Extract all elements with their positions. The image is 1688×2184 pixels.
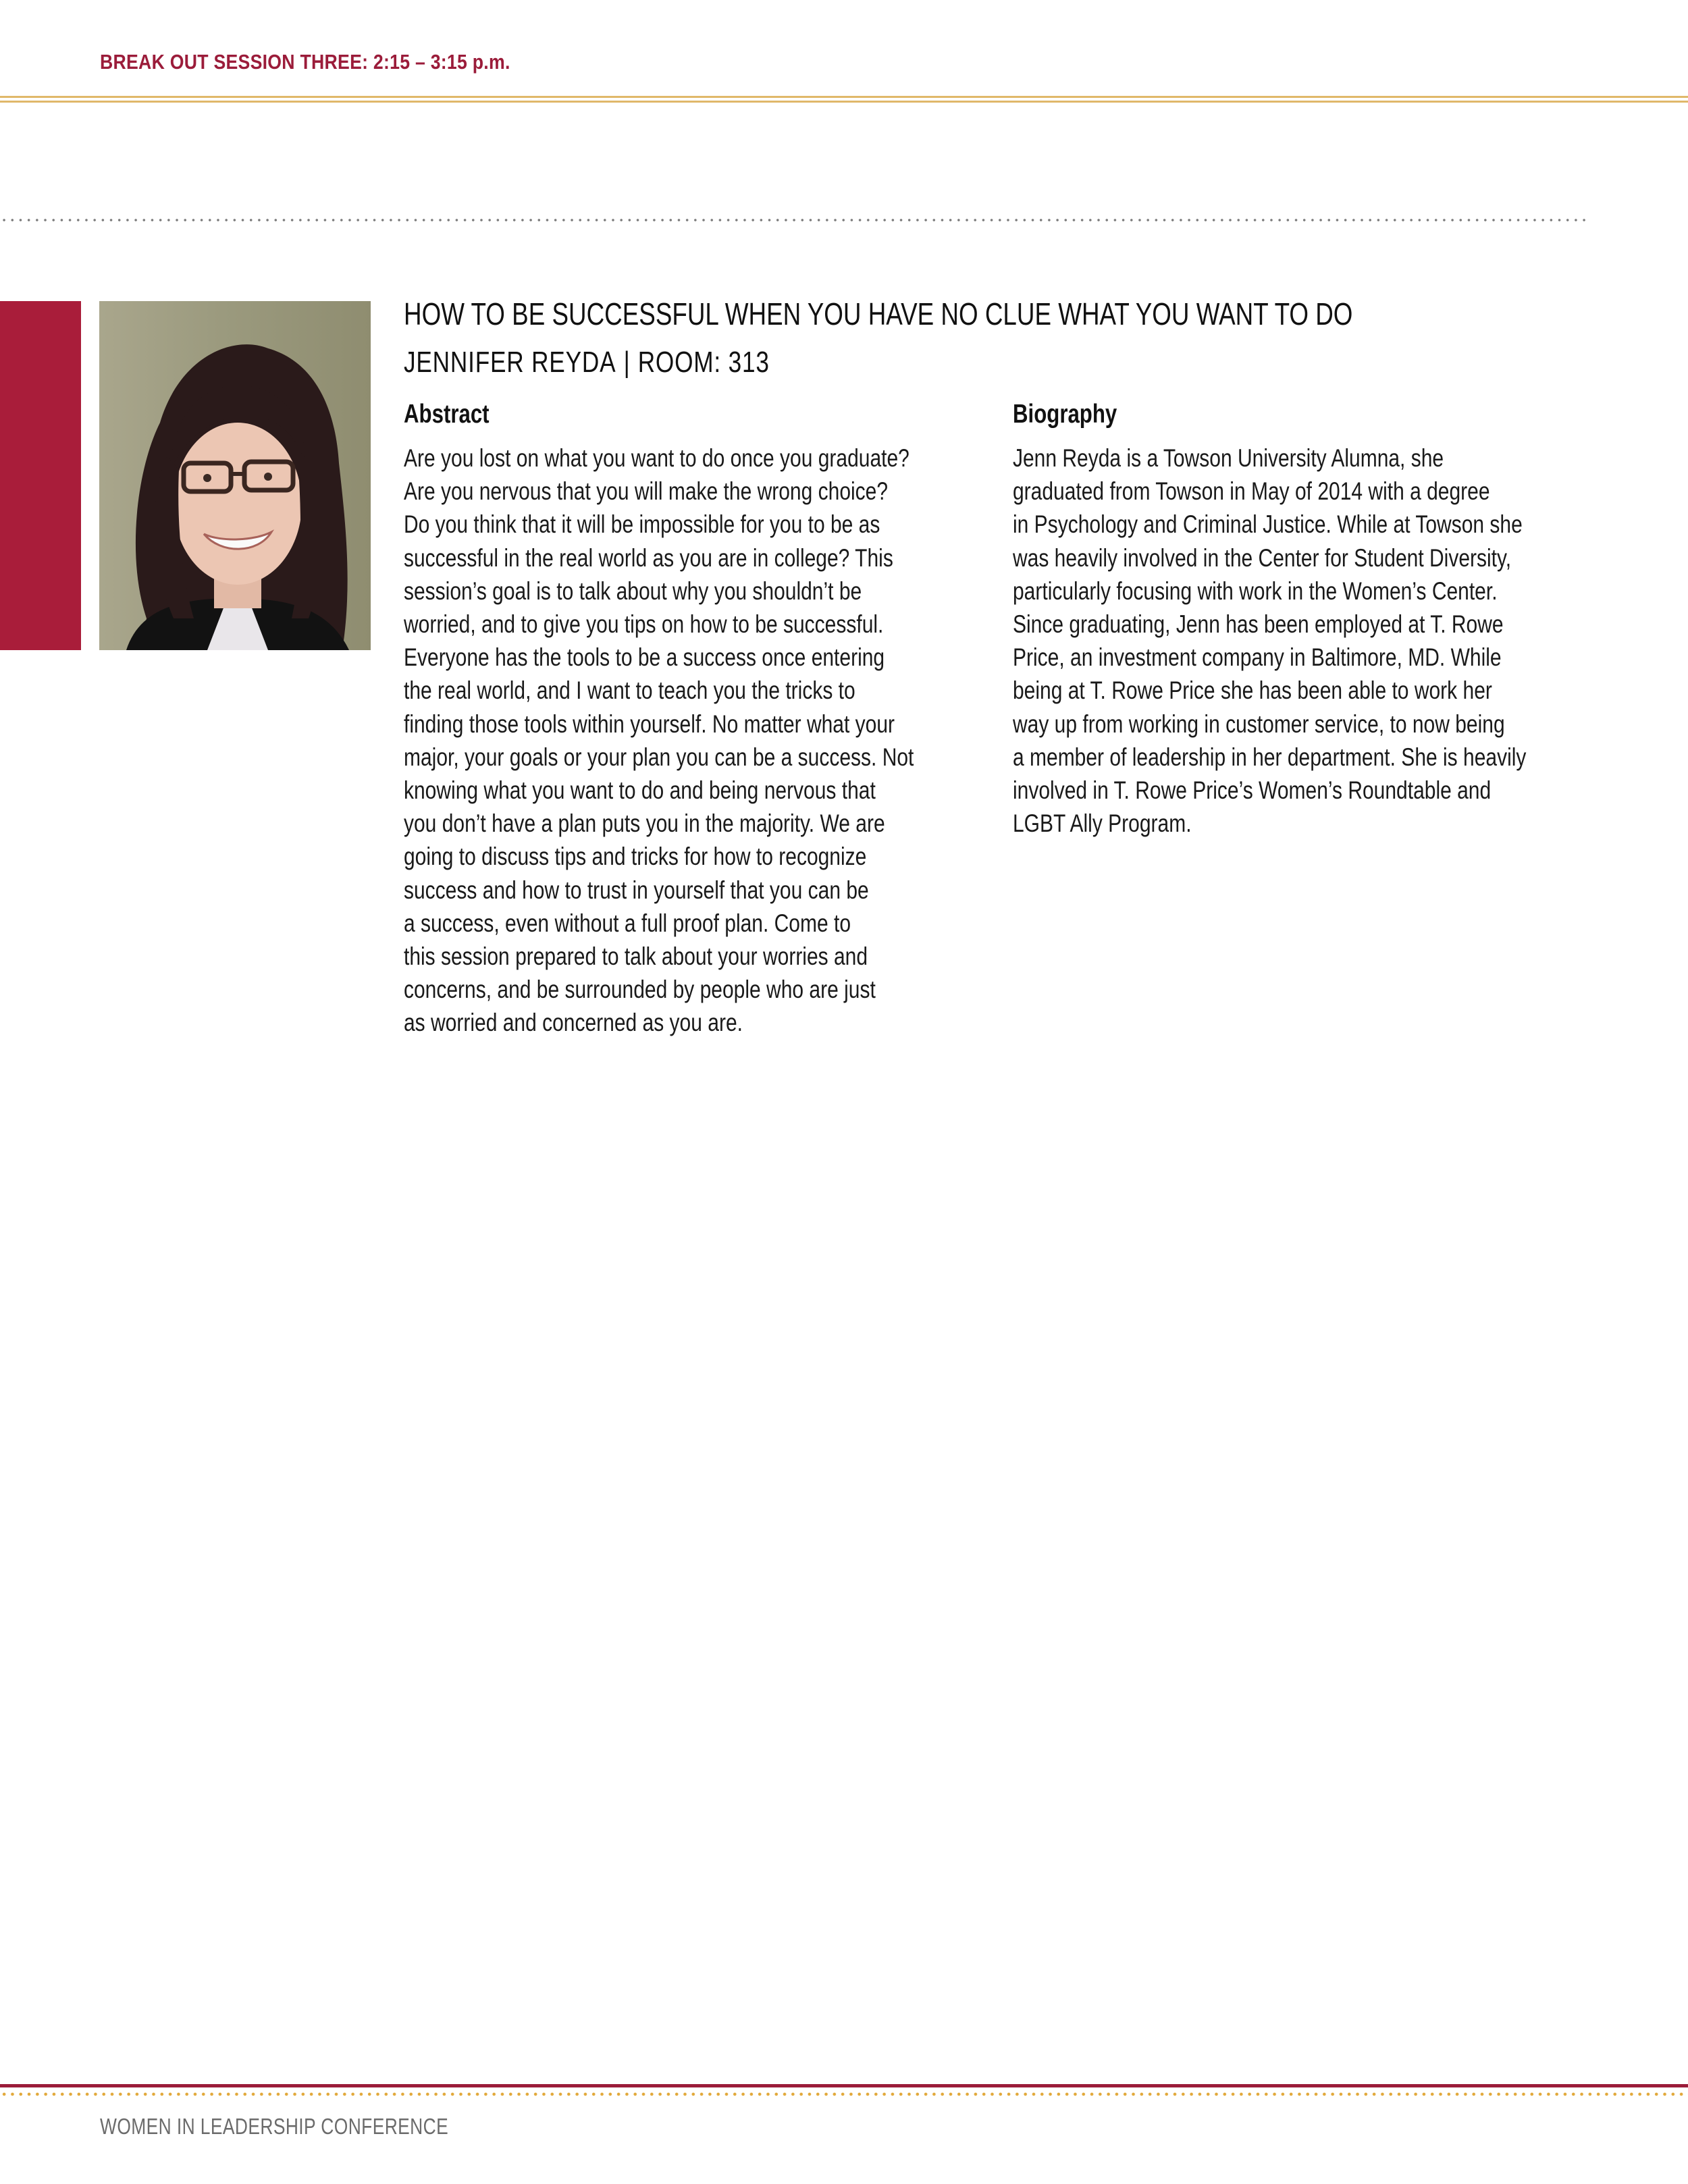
biography-line: Price, an investment company in Baltimore, MD. While bbox=[1013, 643, 1502, 672]
biography-line: involved in T. Rowe Price’s Women’s Roundtable and bbox=[1013, 776, 1492, 805]
abstract-line: a success, even without a full proof plan. Come to bbox=[404, 908, 851, 937]
abstract-line: knowing what you want to do and being nervous that bbox=[404, 776, 876, 805]
speaker-photo bbox=[99, 301, 371, 650]
abstract-heading: Abstract bbox=[404, 400, 490, 429]
biography-body bbox=[1013, 442, 1655, 840]
biography-line: way up from working in customer service, to now being bbox=[1013, 709, 1505, 738]
abstract-line: the real world, and I want to teach you the tricks to bbox=[404, 676, 855, 705]
abstract-line: you don’t have a plan puts you in the majority. We are bbox=[404, 809, 885, 838]
biography-line: particularly focusing with work in the Women’s Center. bbox=[1013, 576, 1498, 605]
biography-line: a member of leadership in her department. She is heavily bbox=[1013, 742, 1527, 771]
session-time-header: BREAK OUT SESSION THREE: 2:15 – 3:15 p.m. bbox=[100, 50, 510, 74]
speaker-name: JENNIFER REYDA bbox=[404, 346, 616, 379]
abstract-line: Are you lost on what you want to do once you graduate? bbox=[404, 444, 909, 472]
conference-name: WOMEN IN LEADERSHIP CONFERENCE bbox=[100, 2114, 449, 2139]
header-rule-bottom bbox=[0, 101, 1688, 103]
abstract-line: Everyone has the tools to be a success once entering bbox=[404, 643, 885, 672]
abstract-line: finding those tools within yourself. No matter what your bbox=[404, 709, 895, 738]
abstract-line: successful in the real world as you are in college? This bbox=[404, 543, 893, 572]
abstract-line: Do you think that it will be impossible for you to be as bbox=[404, 510, 880, 539]
abstract-section bbox=[404, 400, 510, 429]
session-title: HOW TO BE SUCCESSFUL WHEN YOU HAVE NO CLUE WHAT YOU WANT TO DO bbox=[404, 296, 1353, 331]
biography-heading: Biography bbox=[1013, 400, 1117, 429]
biography-line: Jenn Reyda is a Towson University Alumna, she bbox=[1013, 444, 1444, 472]
dotted-divider bbox=[0, 219, 1591, 221]
footer-dotted-rule bbox=[0, 2092, 1688, 2096]
portrait-illustration bbox=[99, 301, 371, 650]
biography-line: in Psychology and Criminal Justice. While at Towson she bbox=[1013, 510, 1523, 539]
speaker-room-line bbox=[404, 346, 770, 379]
abstract-line: as worried and concerned as you are. bbox=[404, 1008, 743, 1037]
biography-line: LGBT Ally Program. bbox=[1013, 809, 1192, 838]
abstract-line: this session prepared to talk about your worries and bbox=[404, 942, 868, 971]
abstract-line: success and how to trust in yourself that you can be bbox=[404, 875, 869, 904]
abstract-line: Are you nervous that you will make the wrong choice? bbox=[404, 477, 889, 506]
biography-line: was heavily involved in the Center for Student Diversity, bbox=[1013, 543, 1512, 572]
biography-line: graduated from Towson in May of 2014 with a degree bbox=[1013, 477, 1490, 506]
biography-section bbox=[1013, 400, 1143, 429]
abstract-line: going to discuss tips and tricks for how to recognize bbox=[404, 842, 867, 871]
separator: | bbox=[623, 346, 631, 379]
footer-rule bbox=[0, 2084, 1688, 2087]
biography-line: Since graduating, Jenn has been employed at T. Rowe bbox=[1013, 610, 1504, 639]
header-rule-top bbox=[0, 96, 1688, 98]
room-number: ROOM: 313 bbox=[637, 346, 770, 379]
biography-line: being at T. Rowe Price she has been able to work her bbox=[1013, 676, 1492, 705]
abstract-line: concerns, and be surrounded by people who are just bbox=[404, 975, 876, 1004]
abstract-line: session’s goal is to talk about why you shouldn’t be bbox=[404, 576, 862, 605]
abstract-body bbox=[404, 442, 1041, 1040]
abstract-line: major, your goals or your plan you can be a success. Not bbox=[404, 742, 914, 771]
accent-block bbox=[0, 301, 81, 650]
abstract-line: worried, and to give you tips on how to be successful. bbox=[404, 610, 884, 639]
